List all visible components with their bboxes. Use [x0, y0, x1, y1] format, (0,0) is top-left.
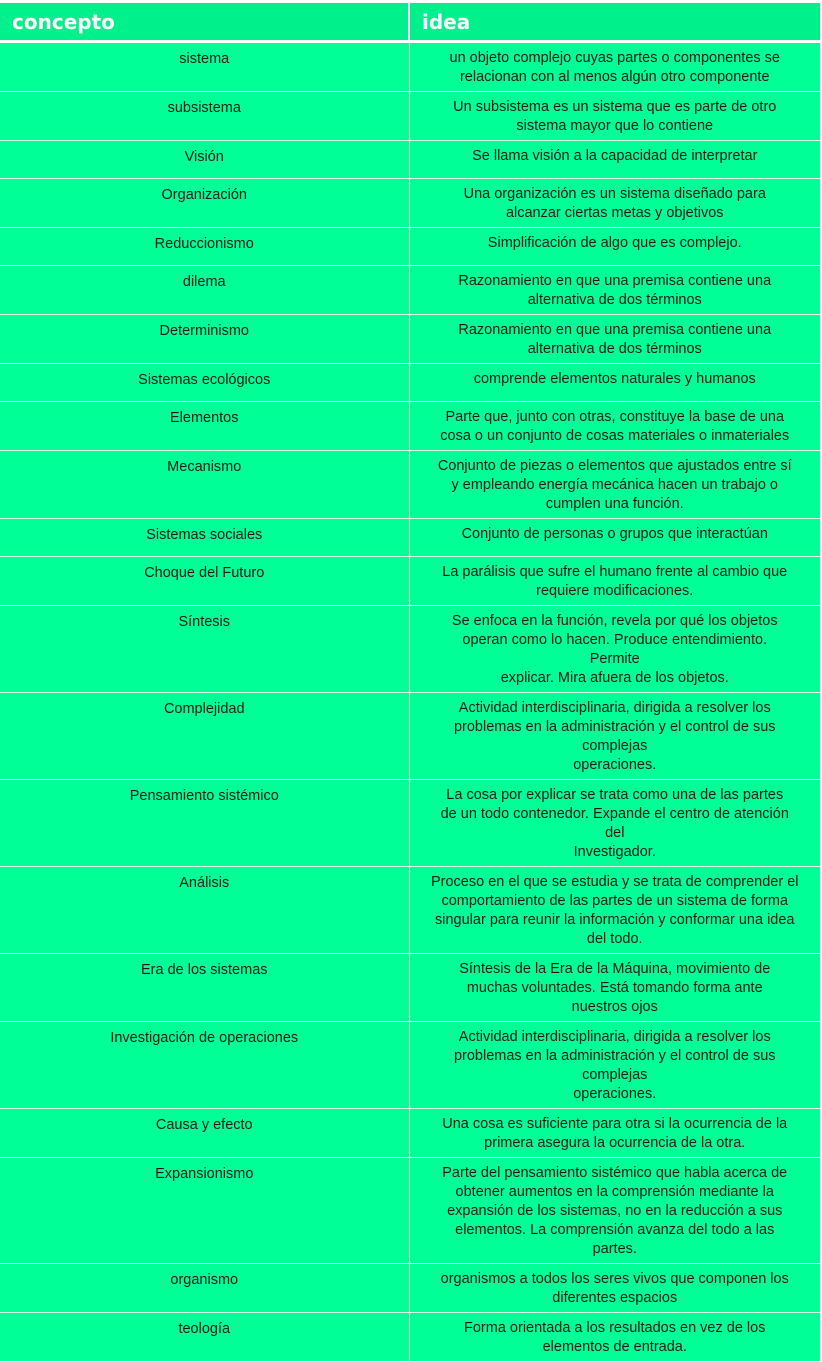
- idea-cell: un objeto complejo cuyas partes o componentes se relacionan con al menos algún otro componente: [409, 42, 820, 92]
- header-row: [0, 3, 820, 42]
- idea-cell: Razonamiento en que una premisa contiene una alternativa de dos términos: [409, 315, 820, 364]
- idea-cell: Parte del pensamiento sistémico que habla acerca de obtener aumentos en la comprensión mediante la expansión de los sistemas, no en la reducción a sus elementos. La comprensión avanza del todo a las partes.: [409, 1158, 820, 1264]
- table-row: [0, 364, 820, 402]
- concepto-cell: dilema: [0, 266, 409, 315]
- concept-table: [0, 3, 820, 1362]
- table-row: [0, 228, 820, 266]
- concepto-cell: Era de los sistemas: [0, 954, 409, 1022]
- header-concepto: concepto: [0, 3, 409, 42]
- idea-cell: Una organización es un sistema diseñado para alcanzar ciertas metas y objetivos: [409, 179, 820, 228]
- idea-cell: La cosa por explicar se trata como una de las partes de un todo contenedor. Expande el centro de atención del Investigador.: [409, 780, 820, 867]
- idea-cell: Conjunto de personas o grupos que interactúan: [409, 519, 820, 557]
- table-row: [0, 780, 820, 867]
- table-row: [0, 92, 820, 141]
- table-row: [0, 1313, 820, 1362]
- concepto-cell: Organización: [0, 179, 409, 228]
- concepto-cell: Investigación de operaciones: [0, 1022, 409, 1109]
- table-row: [0, 1022, 820, 1109]
- idea-cell: Proceso en el que se estudia y se trata de comprender el comportamiento de las partes de un sistema de forma singular para reunir la información y conformar una idea del todo.: [409, 867, 820, 954]
- idea-cell: Conjunto de piezas o elementos que ajustados entre sí y empleando energía mecánica hacen un trabajo o cumplen una función.: [409, 451, 820, 519]
- table-row: [0, 557, 820, 606]
- idea-cell: organismos a todos los seres vivos que componen los diferentes espacios: [409, 1264, 820, 1313]
- idea-cell: Un subsistema es un sistema que es parte de otro sistema mayor que lo contiene: [409, 92, 820, 141]
- idea-cell: Razonamiento en que una premisa contiene una alternativa de dos términos: [409, 266, 820, 315]
- table-row: [0, 42, 820, 92]
- idea-cell: Forma orientada a los resultados en vez de los elementos de entrada.: [409, 1313, 820, 1362]
- concepto-cell: Análisis: [0, 867, 409, 954]
- idea-cell: Se llama visión a la capacidad de interpretar: [409, 141, 820, 179]
- concepto-cell: teología: [0, 1313, 409, 1362]
- idea-cell: Actividad interdisciplinaria, dirigida a resolver los problemas en la administración y el control de sus complejas operaciones.: [409, 1022, 820, 1109]
- concepto-cell: Determinismo: [0, 315, 409, 364]
- idea-cell: comprende elementos naturales y humanos: [409, 364, 820, 402]
- table-row: [0, 867, 820, 954]
- table-row: [0, 519, 820, 557]
- table-row: [0, 1264, 820, 1313]
- concepto-cell: Choque del Futuro: [0, 557, 409, 606]
- concepto-cell: Sistemas ecológicos: [0, 364, 409, 402]
- header-idea: idea: [409, 3, 820, 42]
- table-row: [0, 954, 820, 1022]
- concepto-cell: Complejidad: [0, 693, 409, 780]
- table-row: [0, 315, 820, 364]
- table-row: [0, 179, 820, 228]
- idea-cell: La parálisis que sufre el humano frente al cambio que requiere modificaciones.: [409, 557, 820, 606]
- concepto-cell: sistema: [0, 42, 409, 92]
- table-row: [0, 141, 820, 179]
- concepto-cell: Sistemas sociales: [0, 519, 409, 557]
- concepto-cell: Expansionismo: [0, 1158, 409, 1264]
- table-row: [0, 606, 820, 693]
- table-row: [0, 1158, 820, 1264]
- concepto-cell: Reduccionismo: [0, 228, 409, 266]
- idea-cell: Se enfoca en la función, revela por qué los objetos operan como lo hacen. Produce entendimiento. Permite explicar. Mira afuera de los objetos.: [409, 606, 820, 693]
- concepto-cell: Mecanismo: [0, 451, 409, 519]
- idea-cell: Una cosa es suficiente para otra si la ocurrencia de la primera asegura la ocurrencia de la otra.: [409, 1109, 820, 1158]
- concepto-cell: Causa y efecto: [0, 1109, 409, 1158]
- concepto-cell: Pensamiento sistémico: [0, 780, 409, 867]
- idea-cell: Parte que, junto con otras, constituye la base de una cosa o un conjunto de cosas materiales o inmateriales: [409, 402, 820, 451]
- concepto-cell: Elementos: [0, 402, 409, 451]
- table-row: [0, 1109, 820, 1158]
- table-row: [0, 402, 820, 451]
- concepto-cell: subsistema: [0, 92, 409, 141]
- idea-cell: Actividad interdisciplinaria, dirigida a resolver los problemas en la administración y el control de sus complejas operaciones.: [409, 693, 820, 780]
- concepto-cell: organismo: [0, 1264, 409, 1313]
- idea-cell: Simplificación de algo que es complejo.: [409, 228, 820, 266]
- concepto-cell: Síntesis: [0, 606, 409, 693]
- concepto-cell: Visión: [0, 141, 409, 179]
- idea-cell: Síntesis de la Era de la Máquina, movimiento de muchas voluntades. Está tomando forma ante nuestros ojos: [409, 954, 820, 1022]
- table-row: [0, 451, 820, 519]
- table-row: [0, 693, 820, 780]
- table-row: [0, 266, 820, 315]
